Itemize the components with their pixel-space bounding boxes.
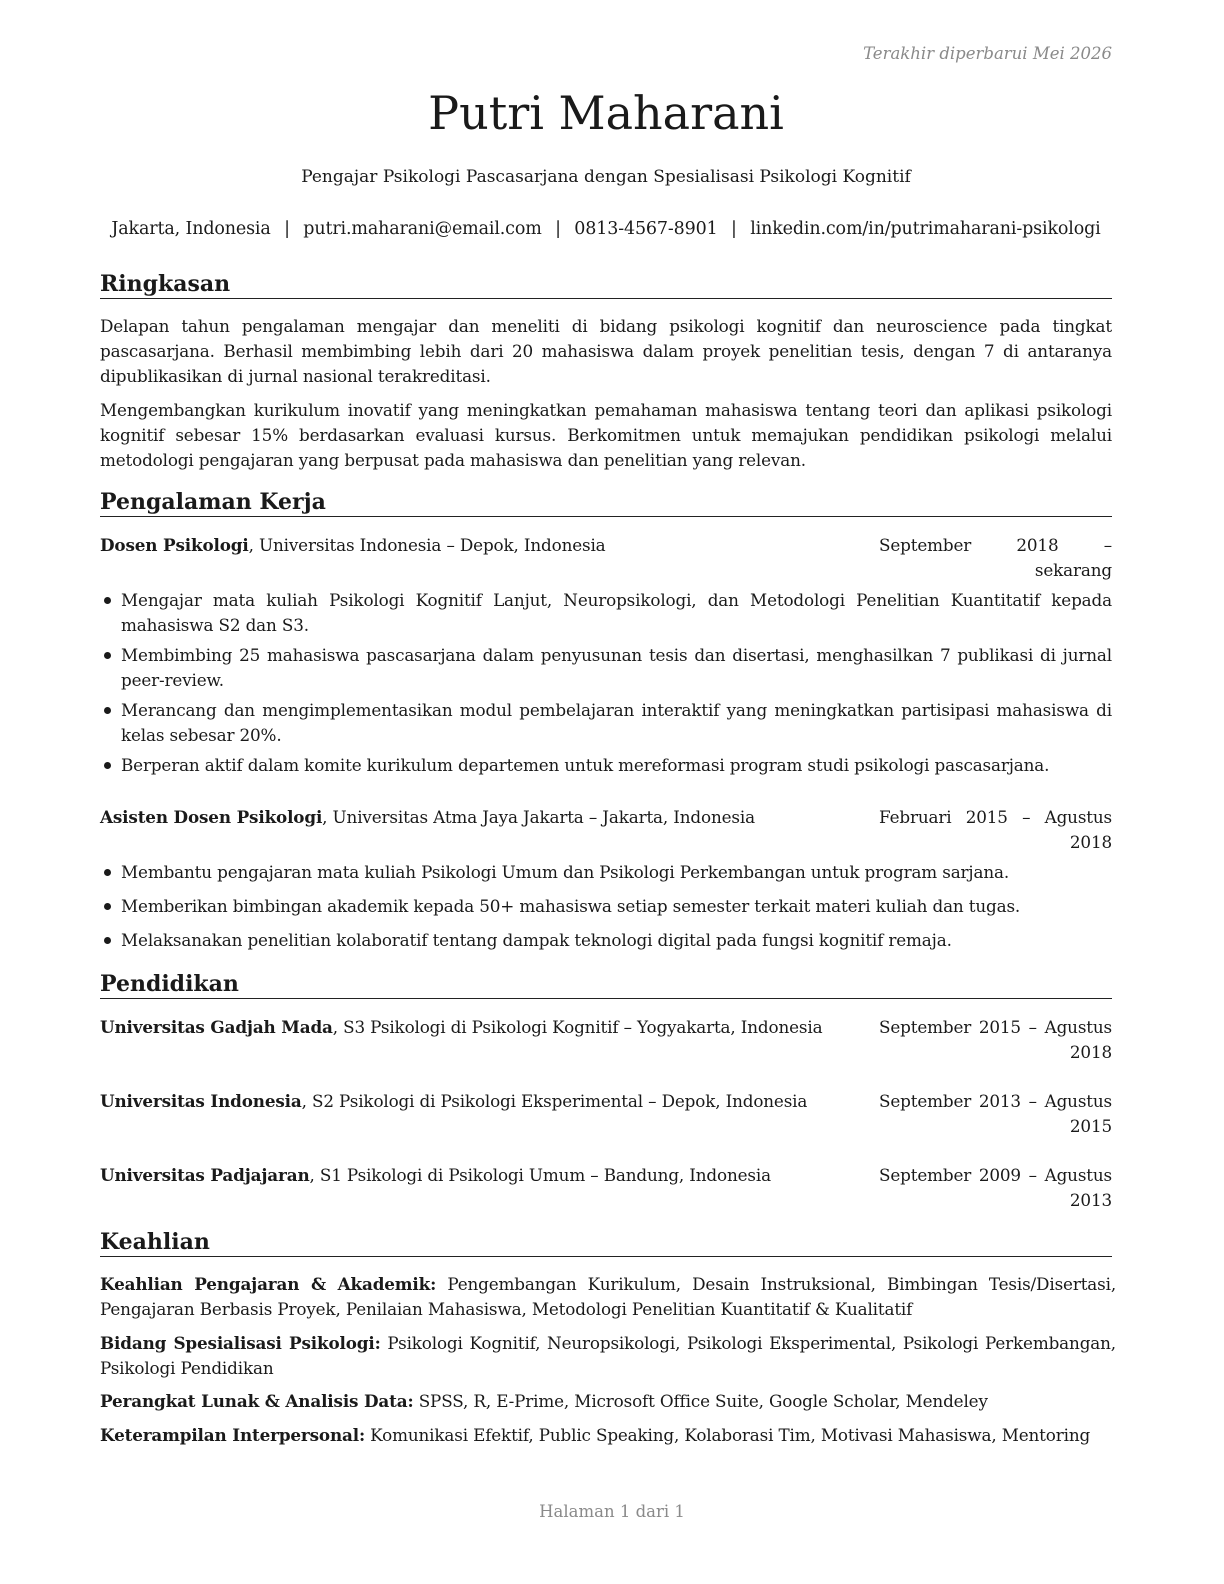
list-item: Melaksanakan penelitian kolaboratif tentang dampak teknologi digital pada fungsi kognitif remaja. <box>100 928 1112 953</box>
contact-location: Jakarta, Indonesia <box>111 219 271 239</box>
skill-item <box>100 1423 1116 1448</box>
section-title-experience: Pengalaman Kerja <box>100 489 1112 517</box>
skill-item <box>100 1272 1116 1322</box>
education-heading <box>100 1089 807 1114</box>
candidate-name: Putri Maharani <box>428 86 784 140</box>
skill-label: Keahlian Pengajaran & Akademik: <box>100 1274 437 1294</box>
job-dates: September 2018 – sekarang <box>879 535 1112 580</box>
summary-paragraph: Delapan tahun pengalaman mengajar dan meneliti di bidang psikologi kognitif dan neuroscience pada tingkat pascasarjana. Berhasil membimbing lebih dari 20 mahasiswa dalam proyek penelitian tesis, dengan 7 di antaranya dipublikasikan di jurnal nasional terakreditasi. <box>100 316 1112 386</box>
contact-separator: | <box>284 219 290 239</box>
list-item: Membantu pengajaran mata kuliah Psikologi Umum dan Psikologi Perkembangan untuk program sarjana. <box>100 860 1112 885</box>
candidate-tagline: Pengajar Psikologi Pascasarjana dengan Spesialisasi Psikologi Kognitif <box>301 167 911 187</box>
skill-value: Komunikasi Efektif, Public Speaking, Kolaborasi Tim, Motivasi Mahasiswa, Mentoring <box>365 1425 1091 1445</box>
job-org: , Universitas Indonesia – Depok, Indonesia <box>248 535 606 555</box>
education-heading <box>100 1163 771 1188</box>
skill-item <box>100 1389 1116 1414</box>
contact-line <box>100 219 1112 239</box>
education-dates: September 2013 – Agustus 2015 <box>879 1091 1112 1136</box>
summary-paragraph: Mengembangkan kurikulum inovatif yang meningkatkan pemahaman mahasiswa tentang teori dan aplikasi psikologi kognitif sebesar 15% berdasarkan evaluasi kursus. Berkomitmen untuk memajukan pendidikan psikologi melalui metodologi pengajaran yang berpusat pada mahasiswa dan penelitian yang relevan. <box>100 400 1112 470</box>
contact-email[interactable]: putri.maharani@email.com <box>303 219 542 239</box>
job-heading <box>100 533 606 558</box>
job-role: Asisten Dosen Psikologi <box>100 807 323 827</box>
education-heading <box>100 1015 822 1040</box>
education-detail: , S1 Psikologi di Psikologi Umum – Bandung, Indonesia <box>309 1165 771 1185</box>
job-org: , Universitas Atma Jaya Jakarta – Jakarta, Indonesia <box>322 807 755 827</box>
education-detail: , S3 Psikologi di Psikologi Kognitif – Yogyakarta, Indonesia <box>332 1017 823 1037</box>
skill-value: SPSS, R, E-Prime, Microsoft Office Suite, Google Scholar, Mendeley <box>413 1391 988 1411</box>
job-bullets <box>100 860 1112 958</box>
education-school: Universitas Padjajaran <box>100 1165 310 1185</box>
education-school: Universitas Indonesia <box>100 1091 302 1111</box>
job-heading <box>100 805 755 830</box>
skill-label: Bidang Spesialisasi Psikologi: <box>100 1333 381 1353</box>
list-item: Memberikan bimbingan akademik kepada 50+ mahasiswa setiap semester terkait materi kuliah dan tugas. <box>100 894 1112 919</box>
skill-item <box>100 1331 1116 1381</box>
education-school: Universitas Gadjah Mada <box>100 1017 333 1037</box>
job-role: Dosen Psikologi <box>100 535 249 555</box>
list-item: Membimbing 25 mahasiswa pascasarjana dalam penyusunan tesis dan disertasi, menghasilkan 7 publikasi di jurnal peer-review. <box>100 643 1112 693</box>
skill-label: Keterampilan Interpersonal: <box>100 1425 365 1445</box>
last-updated-note: Terakhir diperbarui Mei 2026 <box>863 44 1112 63</box>
contact-separator: | <box>731 219 737 239</box>
education-dates: September 2009 – Agustus 2013 <box>879 1165 1112 1210</box>
contact-separator: | <box>555 219 561 239</box>
skill-label: Perangkat Lunak & Analisis Data: <box>100 1391 414 1411</box>
skill-value: Pengembangan Kurikulum, Desain Instruksional, Bimbingan Tesis/Disertasi, Pengajaran Berbasis Proyek, Penilaian Mahasiswa, Metodologi Penelitian Kuantitatif & Kualitatif <box>100 1274 1117 1319</box>
skill-value: Psikologi Kognitif, Neuropsikologi, Psikologi Eksperimental, Psikologi Perkembangan, Psikologi Pendidikan <box>100 1333 1116 1378</box>
section-title-summary: Ringkasan <box>100 271 1112 299</box>
contact-linkedin[interactable]: linkedin.com/in/putrimaharani-psikologi <box>750 219 1101 239</box>
section-title-education: Pendidikan <box>100 971 1112 999</box>
page-number: Halaman 1 dari 1 <box>539 1502 685 1521</box>
job-bullets <box>100 588 1112 783</box>
list-item: Berperan aktif dalam komite kurikulum departemen untuk mereformasi program studi psikologi pascasarjana. <box>100 753 1112 778</box>
list-item: Mengajar mata kuliah Psikologi Kognitif Lanjut, Neuropsikologi, dan Metodologi Penelitian Kuantitatif kepada mahasiswa S2 dan S3. <box>100 588 1112 638</box>
list-item: Merancang dan mengimplementasikan modul pembelajaran interaktif yang meningkatkan partisipasi mahasiswa di kelas sebesar 20%. <box>100 698 1112 748</box>
education-dates: September 2015 – Agustus 2018 <box>879 1017 1112 1062</box>
education-detail: , S2 Psikologi di Psikologi Eksperimental – Depok, Indonesia <box>301 1091 808 1111</box>
section-title-skills: Keahlian <box>100 1229 1112 1257</box>
contact-phone[interactable]: 0813-4567-8901 <box>574 219 718 239</box>
job-dates: Februari 2015 – Agustus 2018 <box>879 807 1112 852</box>
